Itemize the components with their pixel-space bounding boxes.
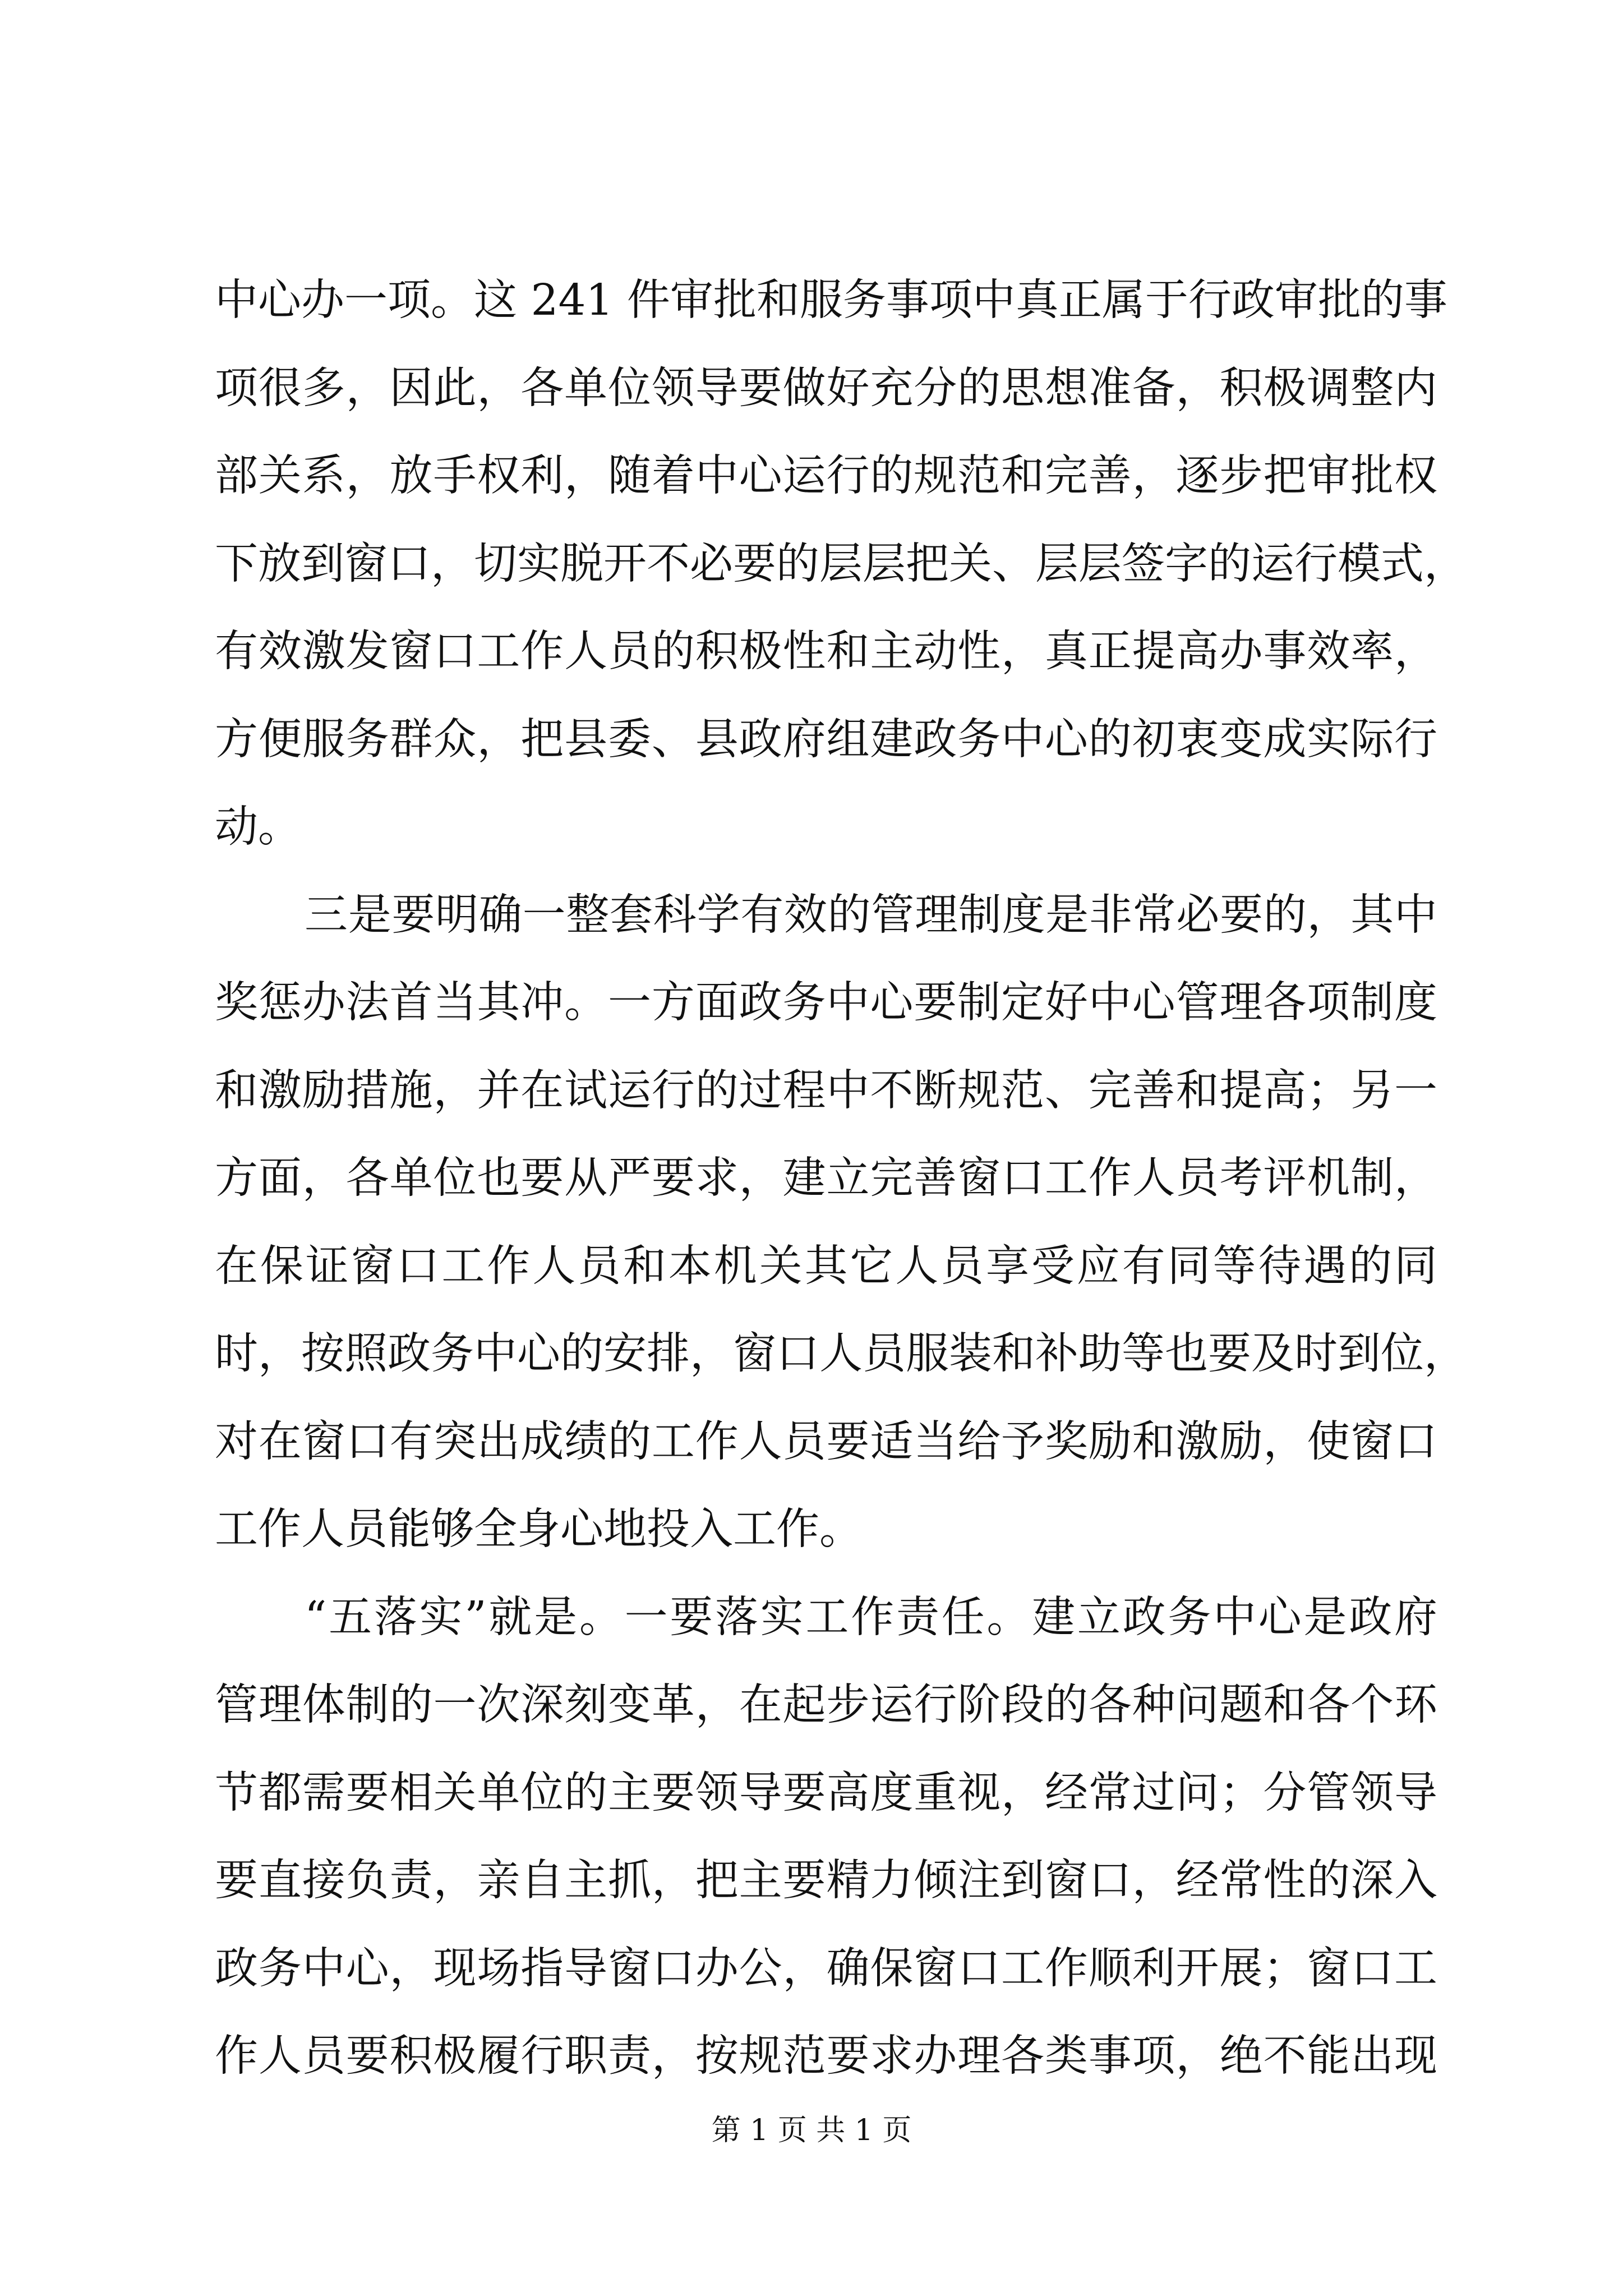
document-body xyxy=(215,257,1467,2101)
text-line: 方便服务群众，把县委、县政府组建政务中心的初衷变成实际行 xyxy=(215,714,1437,765)
text-line: 奖惩办法首当其冲。一方面政务中心要制定好中心管理各项制度 xyxy=(215,978,1437,1028)
text-line: 时，按照政务中心的安排，窗口人员服装和补助等也要及时到位， xyxy=(215,1329,1467,1379)
text-line: 对在窗口有突出成绩的工作人员要适当给予奖励和激励，使窗口 xyxy=(215,1416,1437,1467)
text-line: 在保证窗口工作人员和本机关其它人员享受应有同等待遇的同 xyxy=(215,1241,1437,1291)
text-line: 节都需要相关单位的主要领导要高度重视，经常过问；分管领导 xyxy=(215,1768,1437,1818)
text-line: 方面，各单位也要从严要求，建立完善窗口工作人员考评机制， xyxy=(215,1153,1437,1203)
page-number-footer: 第 1 页 共 1 页 xyxy=(711,2114,912,2147)
text-line: 部关系，放手权利，随着中心运行的规范和完善，逐步把审批权 xyxy=(215,451,1437,501)
text-line: 工作人员能够全身心地投入工作。 xyxy=(215,1504,863,1554)
paragraph-first-line: 三是要明确一整套科学有效的管理制度是非常必要的，其中 xyxy=(305,890,1437,940)
text-line: 作人员要积极履行职责，按规范要求办理各类事项，绝不能出现 xyxy=(215,2031,1437,2081)
text-line: 下放到窗口，切实脱开不必要的层层把关、层层签字的运行模式， xyxy=(215,539,1467,589)
text-line: 有效激发窗口工作人员的积极性和主动性，真正提高办事效率， xyxy=(215,627,1437,677)
text-line: 中心办一项。这 241 件审批和服务事项中真正属于行政审批的事 xyxy=(215,275,1447,325)
text-line: 项很多，因此，各单位领导要做好充分的思想准备，积极调整内 xyxy=(215,363,1437,413)
text-line: 和激励措施，并在试运行的过程中不断规范、完善和提高；另一 xyxy=(215,1065,1437,1116)
text-line: 要直接负责，亲自主抓，把主要精力倾注到窗口，经常性的深入 xyxy=(215,1856,1437,1906)
text-line: 动。 xyxy=(215,802,301,852)
text-line: 政务中心，现场指导窗口办公，确保窗口工作顺利开展；窗口工 xyxy=(215,1943,1437,1994)
paragraph-first-line: “五落实”就是。一要落实工作责任。建立政务中心是政府 xyxy=(305,1592,1437,1642)
text-line: 管理体制的一次深刻变革，在起步运行阶段的各种问题和各个环 xyxy=(215,1680,1437,1730)
